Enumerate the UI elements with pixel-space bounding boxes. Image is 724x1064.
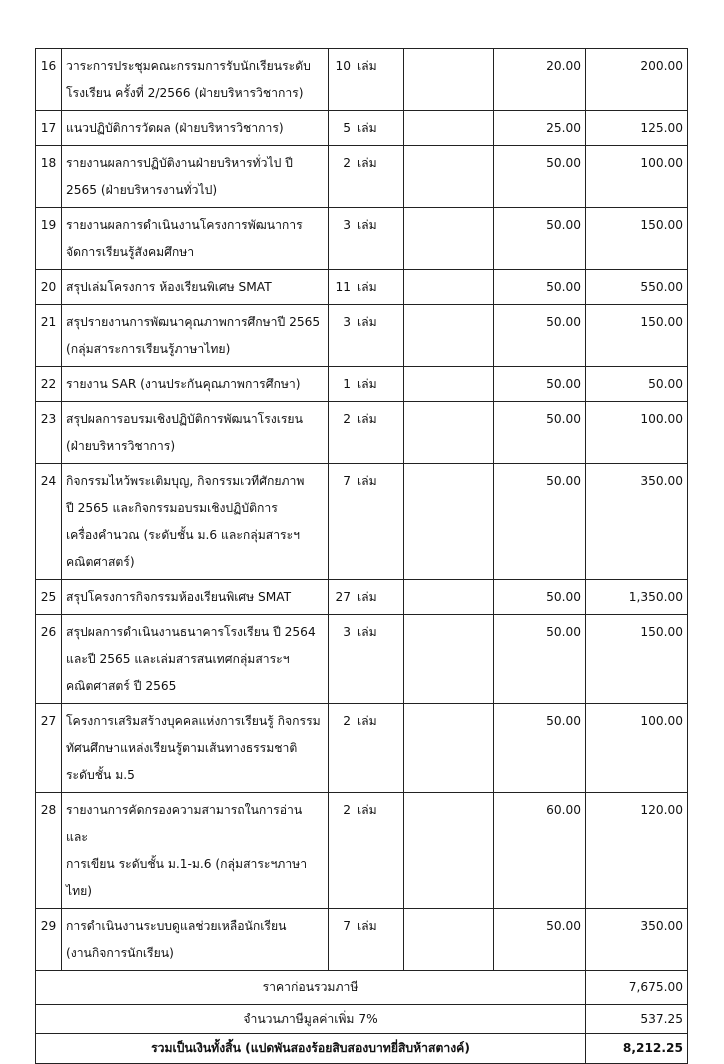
item-description-line: กิจกรรมไหว้พระเติมบุญ, กิจกรรมเวทีศักยภาพ [66, 474, 305, 488]
line-amount: 100.00 [586, 402, 688, 464]
item-description [62, 402, 329, 464]
quantity-cell [329, 402, 404, 464]
quantity-unit: เล่ม [357, 218, 377, 232]
quantity-unit: เล่ม [357, 625, 377, 639]
summary-body [36, 971, 688, 1064]
item-description-line: ทัศนศึกษาแหล่งเรียนรู้ตามเส้นทางธรรมชาติ [66, 741, 298, 755]
quantity-unit: เล่ม [357, 803, 377, 817]
blank-cell [404, 111, 494, 146]
quantity-value: 11 [335, 280, 351, 294]
quantity-value: 3 [343, 218, 351, 232]
unit-price: 50.00 [494, 270, 586, 305]
quantity-cell [329, 580, 404, 615]
quantity-cell [329, 49, 404, 111]
quantity-cell [329, 208, 404, 270]
item-description [62, 464, 329, 580]
quantity-cell [329, 704, 404, 793]
item-description-line: วาระการประชุมคณะกรรมการรับนักเรียนระดับ [66, 59, 311, 73]
blank-cell [404, 615, 494, 704]
quantity-value: 7 [343, 919, 351, 933]
row-number: 17 [36, 111, 62, 146]
line-amount: 100.00 [586, 146, 688, 208]
quantity-cell [329, 111, 404, 146]
total-label: รวมเป็นเงินทั้งสิ้น (แปดพันสองร้อยสิบสองบาทยี่สิบห้าสตางค์) [36, 1034, 586, 1064]
quantity-value: 2 [343, 714, 351, 728]
item-description-line: คณิตศาสตร์) [66, 555, 135, 569]
line-amount: 350.00 [586, 464, 688, 580]
vat-amount: 537.25 [586, 1005, 688, 1034]
quantity-unit: เล่ม [357, 919, 377, 933]
unit-price: 50.00 [494, 367, 586, 402]
row-number: 29 [36, 909, 62, 971]
item-description-line: สรุปโครงการกิจกรรมห้องเรียนพิเศษ SMAT [66, 590, 292, 604]
unit-price: 50.00 [494, 146, 586, 208]
item-description-line: 2565 (ฝ่ายบริหารงานทั่วไป) [66, 183, 218, 197]
unit-price: 50.00 [494, 615, 586, 704]
unit-price: 50.00 [494, 464, 586, 580]
subtotal-row [36, 971, 688, 1005]
item-description [62, 270, 329, 305]
row-number: 27 [36, 704, 62, 793]
item-description-line: รายงานผลการปฏิบัติงานฝ่ายบริหารทั่วไป ปี [66, 156, 293, 170]
quantity-cell [329, 909, 404, 971]
item-description-line: (ฝ่ายบริหารวิชาการ) [66, 439, 176, 453]
unit-price: 50.00 [494, 580, 586, 615]
table-body [36, 49, 688, 971]
item-description-line: แนวปฏิบัติการวัดผล (ฝ่ายบริหารวิชาการ) [66, 121, 284, 135]
vat-label: จำนวนภาษีมูลค่าเพิ่ม 7% [36, 1005, 586, 1034]
table-row [36, 909, 688, 971]
item-description-line: สรุปรายงานการพัฒนาคุณภาพการศึกษาปี 2565 [66, 315, 321, 329]
line-amount: 150.00 [586, 615, 688, 704]
item-description [62, 704, 329, 793]
blank-cell [404, 793, 494, 909]
blank-cell [404, 146, 494, 208]
total-amount: 8,212.25 [586, 1034, 688, 1064]
quantity-unit: เล่ม [357, 156, 377, 170]
quantity-cell [329, 464, 404, 580]
item-description [62, 146, 329, 208]
quantity-cell [329, 305, 404, 367]
item-description-line: ปี 2565 และกิจกรรมอบรมเชิงปฏิบัติการ [66, 501, 278, 515]
item-description [62, 208, 329, 270]
blank-cell [404, 909, 494, 971]
item-description [62, 909, 329, 971]
row-number: 24 [36, 464, 62, 580]
table-row [36, 49, 688, 111]
item-description [62, 793, 329, 909]
row-number: 23 [36, 402, 62, 464]
row-number: 21 [36, 305, 62, 367]
quantity-value: 1 [343, 377, 351, 391]
unit-price: 50.00 [494, 402, 586, 464]
unit-price: 20.00 [494, 49, 586, 111]
quantity-value: 3 [343, 625, 351, 639]
quantity-value: 3 [343, 315, 351, 329]
subtotal-label: ราคาก่อนรวมภาษี [36, 971, 586, 1005]
row-number: 16 [36, 49, 62, 111]
item-description-line: (กลุ่มสาระการเรียนรู้ภาษาไทย) [66, 342, 231, 356]
unit-price: 60.00 [494, 793, 586, 909]
item-description [62, 367, 329, 402]
blank-cell [404, 402, 494, 464]
item-description-line: รายงาน SAR (งานประกันคุณภาพการศึกษา) [66, 377, 301, 391]
table-row [36, 464, 688, 580]
unit-price: 50.00 [494, 305, 586, 367]
item-description-line: คณิตศาสตร์ ปี 2565 [66, 679, 177, 693]
blank-cell [404, 49, 494, 111]
unit-price: 50.00 [494, 704, 586, 793]
line-amount: 150.00 [586, 305, 688, 367]
quantity-value: 27 [335, 590, 351, 604]
table-row [36, 580, 688, 615]
item-description [62, 111, 329, 146]
line-amount: 1,350.00 [586, 580, 688, 615]
quantity-value: 7 [343, 474, 351, 488]
table-row [36, 367, 688, 402]
item-description-line: และปี 2565 และเล่มสารสนเทศกลุ่มสาระฯ [66, 652, 290, 666]
quantity-unit: เล่ม [357, 377, 377, 391]
item-description-line: รายงานผลการดำเนินงานโครงการพัฒนาการ [66, 218, 303, 232]
quantity-value: 2 [343, 156, 351, 170]
line-amount: 350.00 [586, 909, 688, 971]
blank-cell [404, 704, 494, 793]
quantity-unit: เล่ม [357, 59, 377, 73]
quantity-unit: เล่ม [357, 121, 377, 135]
price-table [35, 48, 688, 1064]
quantity-value: 2 [343, 412, 351, 426]
unit-price: 25.00 [494, 111, 586, 146]
table-row [36, 270, 688, 305]
quantity-value: 10 [335, 59, 351, 73]
blank-cell [404, 464, 494, 580]
line-amount: 120.00 [586, 793, 688, 909]
item-description [62, 580, 329, 615]
item-description-line: ระดับชั้น ม.5 [66, 768, 135, 782]
blank-cell [404, 367, 494, 402]
quantity-unit: เล่ม [357, 280, 377, 294]
table-row [36, 208, 688, 270]
blank-cell [404, 208, 494, 270]
quantity-cell [329, 367, 404, 402]
item-description-line: การเขียน ระดับชั้น ม.1-ม.6 (กลุ่มสาระฯภาษาไทย) [66, 857, 308, 898]
item-description [62, 615, 329, 704]
item-description-line: เครื่องคำนวณ (ระดับชั้น ม.6 และกลุ่มสาระฯ [66, 528, 300, 542]
row-number: 26 [36, 615, 62, 704]
quantity-cell [329, 146, 404, 208]
quantity-unit: เล่ม [357, 412, 377, 426]
quantity-unit: เล่ม [357, 714, 377, 728]
item-description-line: สรุปผลการดำเนินงานธนาคารโรงเรียน ปี 2564 [66, 625, 316, 639]
unit-price: 50.00 [494, 909, 586, 971]
vat-row [36, 1005, 688, 1034]
table-row [36, 402, 688, 464]
quantity-cell [329, 270, 404, 305]
quantity-value: 5 [343, 121, 351, 135]
item-description-line: โรงเรียน ครั้งที่ 2/2566 (ฝ่ายบริหารวิชาการ) [66, 86, 304, 100]
item-description [62, 305, 329, 367]
blank-cell [404, 305, 494, 367]
item-description-line: การดำเนินงานระบบดูแลช่วยเหลือนักเรียน [66, 919, 287, 933]
table-row [36, 305, 688, 367]
item-description-line: (งานกิจการนักเรียน) [66, 946, 174, 960]
blank-cell [404, 580, 494, 615]
item-description-line: สรุปเล่มโครงการ ห้องเรียนพิเศษ SMAT [66, 280, 272, 294]
table-row [36, 111, 688, 146]
table-row [36, 146, 688, 208]
quantity-cell [329, 793, 404, 909]
row-number: 20 [36, 270, 62, 305]
item-description-line: จัดการเรียนรู้สังคมศึกษา [66, 245, 195, 259]
line-amount: 550.00 [586, 270, 688, 305]
blank-cell [404, 270, 494, 305]
unit-price: 50.00 [494, 208, 586, 270]
table-row [36, 615, 688, 704]
line-amount: 50.00 [586, 367, 688, 402]
row-number: 19 [36, 208, 62, 270]
table-row [36, 793, 688, 909]
quantity-unit: เล่ม [357, 474, 377, 488]
item-description-line: รายงานการคัดกรองความสามารถในการอ่านและ [66, 803, 303, 844]
row-number: 28 [36, 793, 62, 909]
item-description-line: สรุปผลการอบรมเชิงปฏิบัติการพัฒนาโรงเรยน [66, 412, 303, 426]
row-number: 18 [36, 146, 62, 208]
quantity-unit: เล่ม [357, 315, 377, 329]
quantity-cell [329, 615, 404, 704]
quantity-value: 2 [343, 803, 351, 817]
line-amount: 200.00 [586, 49, 688, 111]
line-amount: 150.00 [586, 208, 688, 270]
line-amount: 100.00 [586, 704, 688, 793]
table-row [36, 704, 688, 793]
row-number: 22 [36, 367, 62, 402]
quantity-unit: เล่ม [357, 590, 377, 604]
item-description [62, 49, 329, 111]
total-row [36, 1034, 688, 1064]
subtotal-amount: 7,675.00 [586, 971, 688, 1005]
row-number: 25 [36, 580, 62, 615]
item-description-line: โครงการเสริมสร้างบุคคลแห่งการเรียนรู้ กิจกรรม [66, 714, 321, 728]
line-amount: 125.00 [586, 111, 688, 146]
